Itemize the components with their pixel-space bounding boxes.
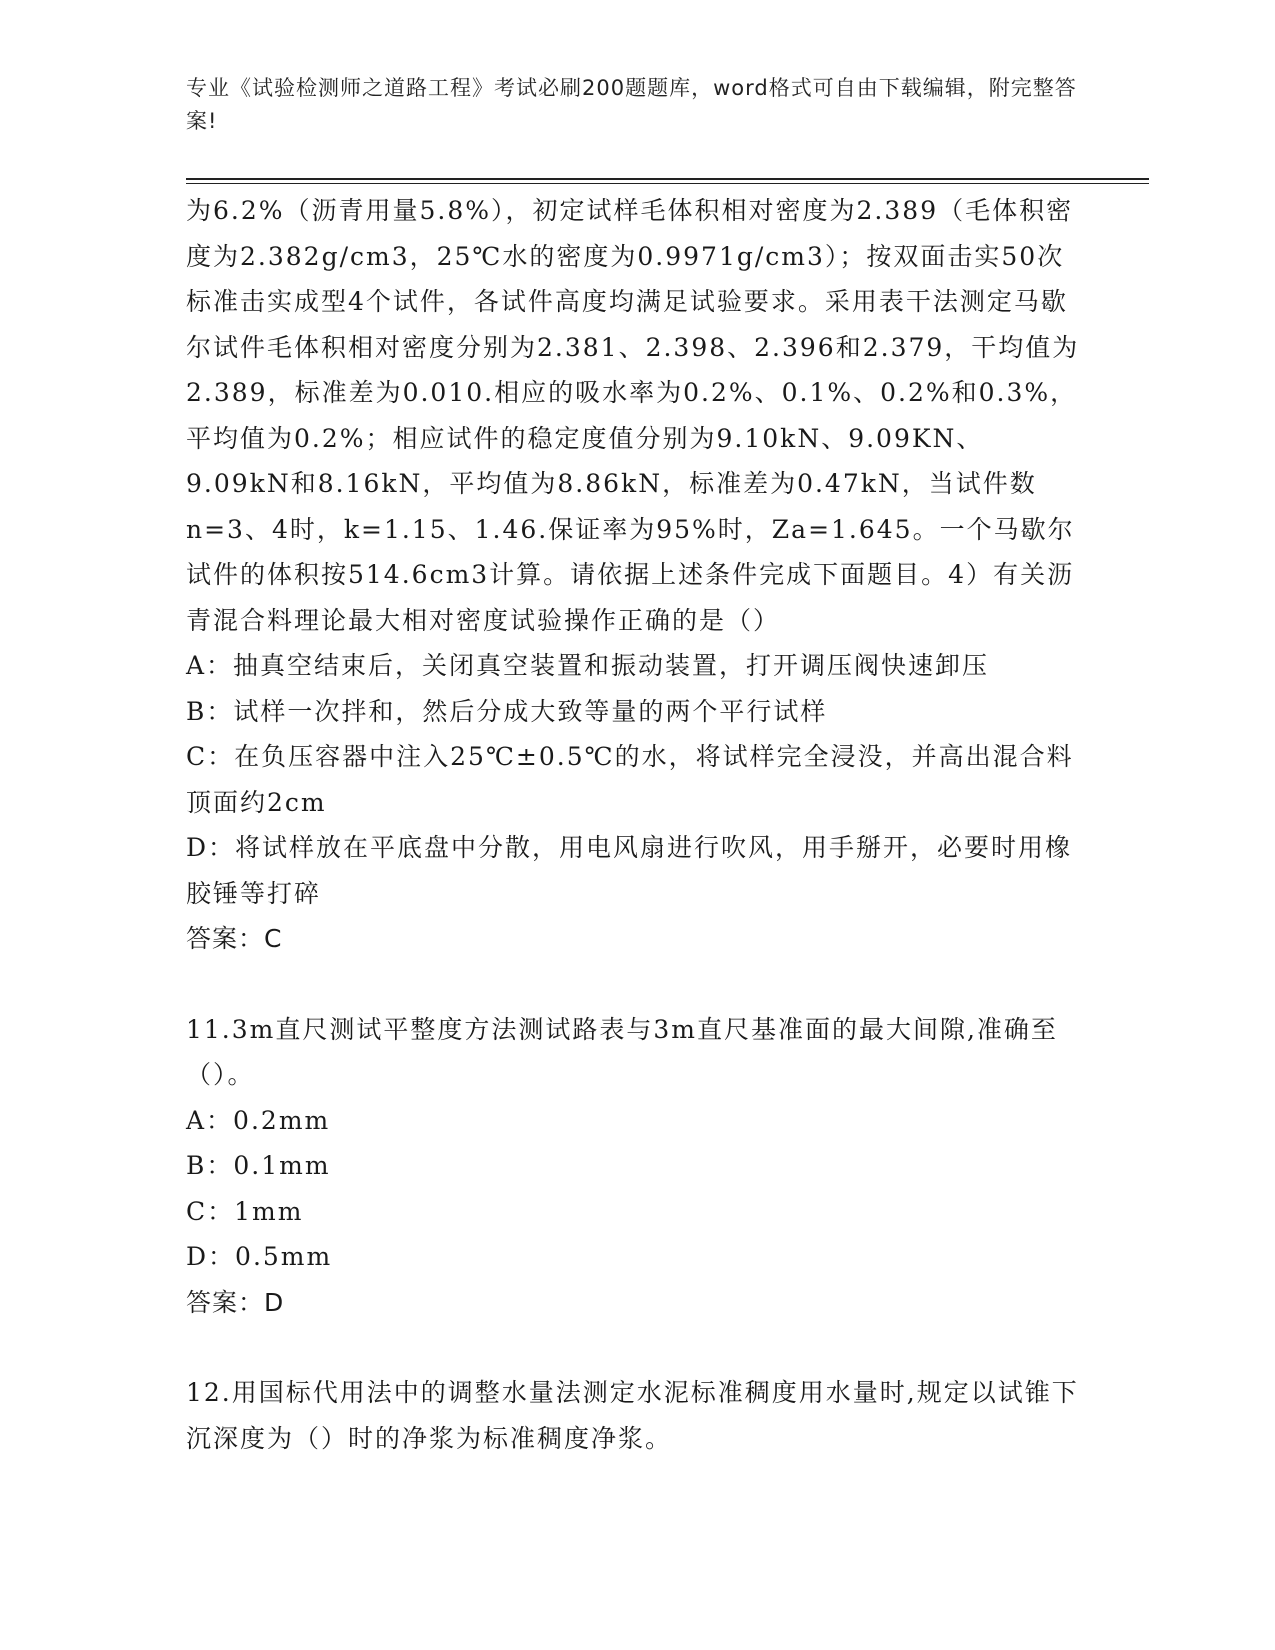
question-10-continued <box>186 188 1086 962</box>
question-12 <box>186 1370 1086 1461</box>
answer-line: 答案：C <box>186 924 283 953</box>
option-b: B：0.1mm <box>186 1151 331 1180</box>
option-b: B：试样一次拌和，然后分成大致等量的两个平行试样 <box>186 696 828 726</box>
header-divider-thin <box>186 183 1149 184</box>
option-a: A：抽真空结束后，关闭真空装置和振动装置，打开调压阀快速卸压 <box>186 651 990 680</box>
header-divider <box>186 178 1149 180</box>
question-stem: 12.用国标代用法中的调整水量法测定水泥标准稠度用水量时,规定以试锥下沉深度为（）时的净浆为标准稠度净浆。 <box>186 1378 1079 1453</box>
option-a: A：0.2mm <box>186 1105 331 1135</box>
page-header: 专业《试验检测师之道路工程》考试必刷200题题库，word格式可自由下载编辑，附完整答案! <box>186 76 1077 133</box>
page-content <box>186 188 1086 1461</box>
option-c: C：在负压容器中注入25℃±0.5℃的水，将试样完全浸没，并高出混合料顶面约2cm <box>186 742 1074 817</box>
option-d: D：将试样放在平底盘中分散，用电风扇进行吹风，用手掰开，必要时用橡胶锤等打碎 <box>186 833 1073 908</box>
option-d: D：0.5mm <box>186 1242 333 1271</box>
option-c: C：1mm <box>186 1196 304 1226</box>
question-stem: 11.3m直尺测试平整度方法测试路表与3m直尺基准面的最大间隙,准确至（）。 <box>186 1014 1058 1089</box>
question-11 <box>186 1007 1086 1326</box>
question-stem: 为6.2%（沥青用量5.8%），初定试样毛体积相对密度为2.389（毛体积密度为2.382g/cm3，25℃水的密度为0.9971g/cm3）；按双面击实50次标准击实成型4个试件，各试件高度均满足试验要求。采用表干法测定马歇尔试件毛体积相对密度分别为2.381、2.398、2.396和2.379，干均值为2.389，标准差为0.010.相应的吸水率为0.2%、0.1%、0.2%和0.3%，平均值为0.2%；相应试件的稳定度值分别为9.10kN、9.09KN、9.09kN和8.16kN，平均值为8.86kN，标准差为0.47kN，当试件数n=3、4时，k=1.15、1.46.保证率为95%时，Za=1.645。一个马歇尔试件的体积按514.6cm3计算。请依据上述条件完成下面题目。4）有关沥青混合料理论最大相对密度试验操作正确的是（） <box>186 196 1080 635</box>
answer-line: 答案：D <box>186 1287 285 1317</box>
